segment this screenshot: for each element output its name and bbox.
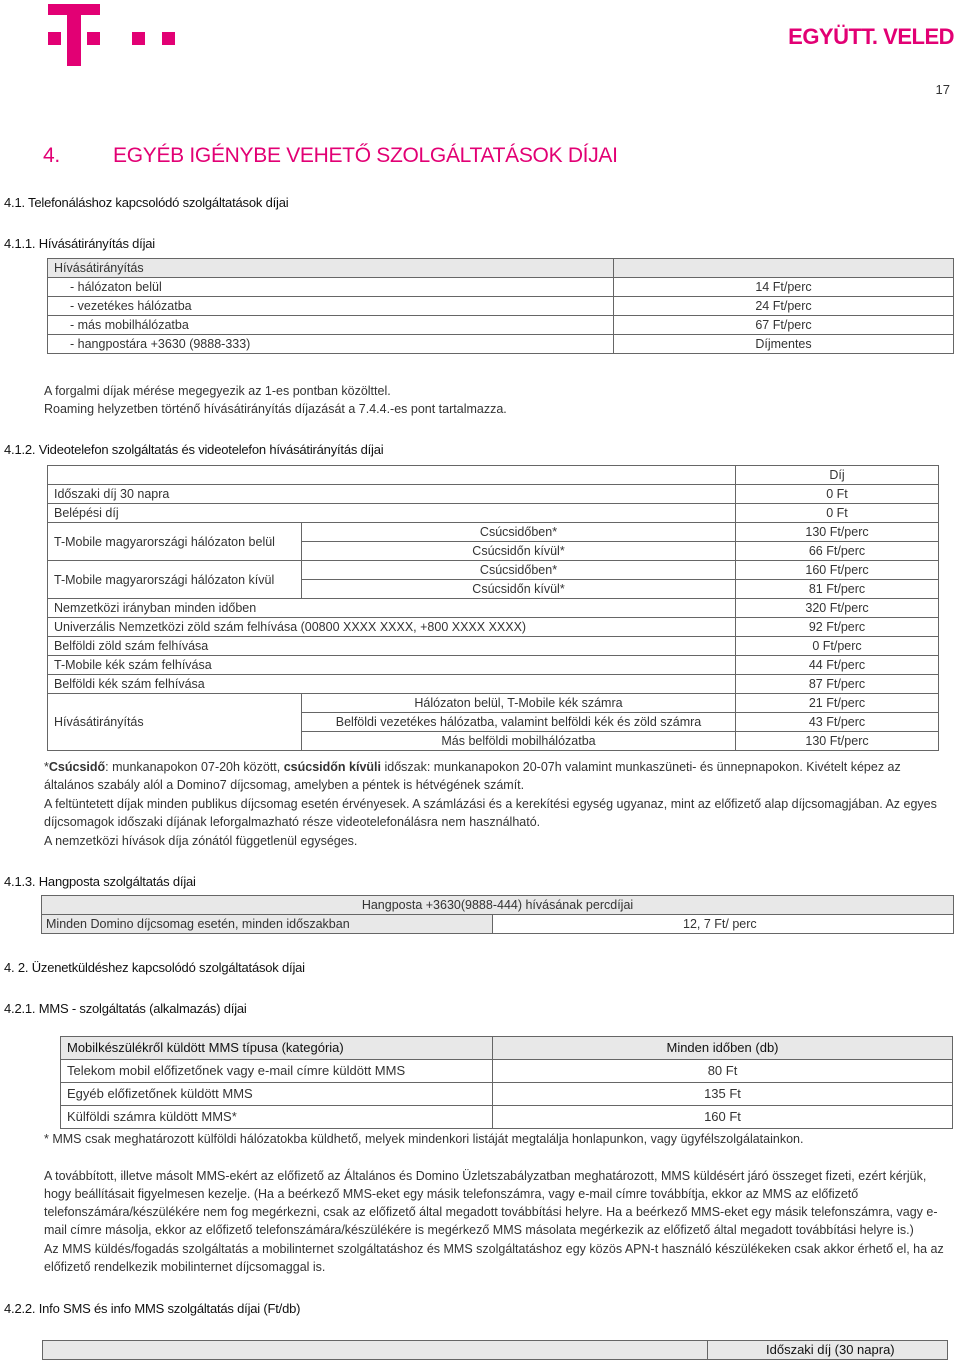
section-title [43,144,618,168]
table-row: T-Mobile kék szám felhívása 44 Ft/perc [48,656,939,675]
table-row: Belföldi kék szám felhívása 87 Ft/perc [48,675,939,694]
table-row: Belföldi vezetékes hálózatba, valamint belföldi kék és zöld számra 43 Ft/perc [48,713,939,732]
table-row: Univerzális Nemzetközi zöld szám felhívása (00800 XXXX XXXX, +800 XXXX XXXX) 92 Ft/perc [48,618,939,637]
table-row: Belföldi zöld szám felhívása 0 Ft/perc [48,637,939,656]
table-row: Hívásátirányítás Hálózaton belül, T-Mobile kék számra 21 Ft/perc [48,694,939,713]
subsection-4-1-title: 4.1. Telefonáláshoz kapcsolódó szolgáltatások díjai [4,195,289,210]
table-row: Külföldi számra küldött MMS* 160 Ft [61,1106,953,1129]
table-row: Csúcsidőn kívül* 66 Ft/perc [48,542,939,561]
table-row: Minden Domino díjcsomag esetén, minden időszakban 12, 7 Ft/ perc [42,915,954,934]
table-header: Mobilkészülékről küldött MMS típusa (kategória) [61,1037,493,1060]
note-text: A nemzetközi hívások díja zónától függetlenül egységes. [44,834,358,848]
table-header: Hívásátirányítás [48,259,614,278]
table-row: - vezetékes hálózatba 24 Ft/perc [48,297,954,316]
mms-paragraph: A továbbított, illetve másolt MMS-ekért az előfizető az Általános és Domino Üzletszabályzatban meghatározott, MMS küldésért járó összeget fizeti, ezért kérjük, hogy beállításait figyelmesen kezelje. (Ha a beérkező MMS-eket egy másik telefonszámra, vagy e-mail címre továbbítja, ekkor az MMS az előfizető telefonszámára/készülékére nem fog megérkezni, csak az előfizető által megadott továbbítási helyre. Ha a beérkező MMS-eket egy másik telefonszámra, vagy e-mail címre másolja, ekkor az előfizető telefonszámára/készülékére is megérkező MMS másolata megérkezik az előfizető által megadott továbbítási helyre is.) [44,1169,938,1237]
telekom-logo-icon [48,2,178,68]
note-text: A feltüntetett díjak minden publikus díjcsomag esetén érvényesek. A számlázási és a kerekítési egység ugyanaz, mint az előfizető alap díjcsomagjában. Az egyes díjcsomagok időszaki díjának leforgalmazható része videotelefonálásra nem használható. [44,797,937,829]
subsection-4-2-2-title: 4.2.2. Info SMS és info MMS szolgáltatás díjai (Ft/db) [4,1301,301,1316]
table-row: Más belföldi mobilhálózatba 130 Ft/perc [48,732,939,751]
table-row: Telekom mobil előfizetőnek vagy e-mail címre küldött MMS 80 Ft [61,1060,953,1083]
table-row: T-Mobile magyarországi hálózaton kívül Csúcsidőben* 160 Ft/perc [48,561,939,580]
mms-paragraph: Az MMS küldés/fogadás szolgáltatás a mobilinternet szolgáltatáshoz és MMS szolgáltatáshoz egy közös APN-t használó készülékeken csak akkor érhető el, ha az előfizető rendelkezik mobilinternet díjcsomaggal is. [44,1242,944,1274]
mms-table [60,1036,953,1129]
table-row: T-Mobile magyarországi hálózaton belül Csúcsidőben* 130 Ft/perc [48,523,939,542]
subsection-4-1-2-title: 4.1.2. Videotelefon szolgáltatás és videotelefon hívásátirányítás díjai [4,442,384,457]
table-row: Egyéb előfizetőnek küldött MMS 135 Ft [61,1083,953,1106]
section-heading: EGYÉB IGÉNYBE VEHETŐ SZOLGÁLTATÁSOK DÍJAI [113,144,618,167]
note-text: A forgalmi díjak mérése megegyezik az 1-es pontban közölttel. [44,384,391,398]
table-row: Időszaki díj 30 napra 0 Ft [48,485,939,504]
table-row: Csúcsidőn kívül* 81 Ft/perc [48,580,939,599]
note-text: Roaming helyzetben történő hívásátirányítás díjazását a 7.4.4.-es pont tartalmazza. [44,402,507,416]
table-row: Nemzetközi irányban minden időben 320 Ft/perc [48,599,939,618]
info-sms-table [42,1340,948,1360]
voicemail-table [41,895,954,934]
call-forwarding-table [47,258,954,354]
subsection-4-1-1-title: 4.1.1. Hívásátirányítás díjai [4,236,155,251]
section-number: 4. [43,144,60,167]
videophone-table [47,465,939,751]
table-row: Belépési díj 0 Ft [48,504,939,523]
section-4-2-title: 4. 2. Üzenetküldéshez kapcsolódó szolgáltatások díjai [4,960,305,975]
peak-footnote: *Csúcsidő: munkanapokon 07-20h között, csúcsidőn kívüli időszak: munkanapokon 20-07h valamint munkaszüneti- és ünnepnapokon. Kivételt képez az általános szabály alól a Domino7 díjcsomag, amelyben a péntek is hétvégének számít. [44,760,901,792]
table-header: Hangposta +3630(9888-444) hívásának percdíjai [42,896,954,915]
subsection-4-1-3-title: 4.1.3. Hangposta szolgáltatás díjai [4,874,196,889]
table-header: Minden időben (db) [493,1037,953,1060]
table-row: - hangpostára +3630 (9888-333) Díjmentes [48,335,954,354]
table-header: Időszaki díj (30 napra) [708,1341,948,1360]
table-row: - más mobilhálózatba 67 Ft/perc [48,316,954,335]
subsection-4-2-1-title: 4.2.1. MMS - szolgáltatás (alkalmazás) díjai [4,1001,247,1016]
mms-footnote: * MMS csak meghatározott külföldi hálózatokba küldhető, melyek mindenkori listáját megtalálja honlapunkon, vagy ügyfélszolgálatainkon. [44,1132,804,1146]
page-number: 17 [935,82,950,97]
fee-header: Díj [736,466,939,485]
table-row: - hálózaton belül 14 Ft/perc [48,278,954,297]
slogan: EGYÜTT. VELED [788,24,954,49]
